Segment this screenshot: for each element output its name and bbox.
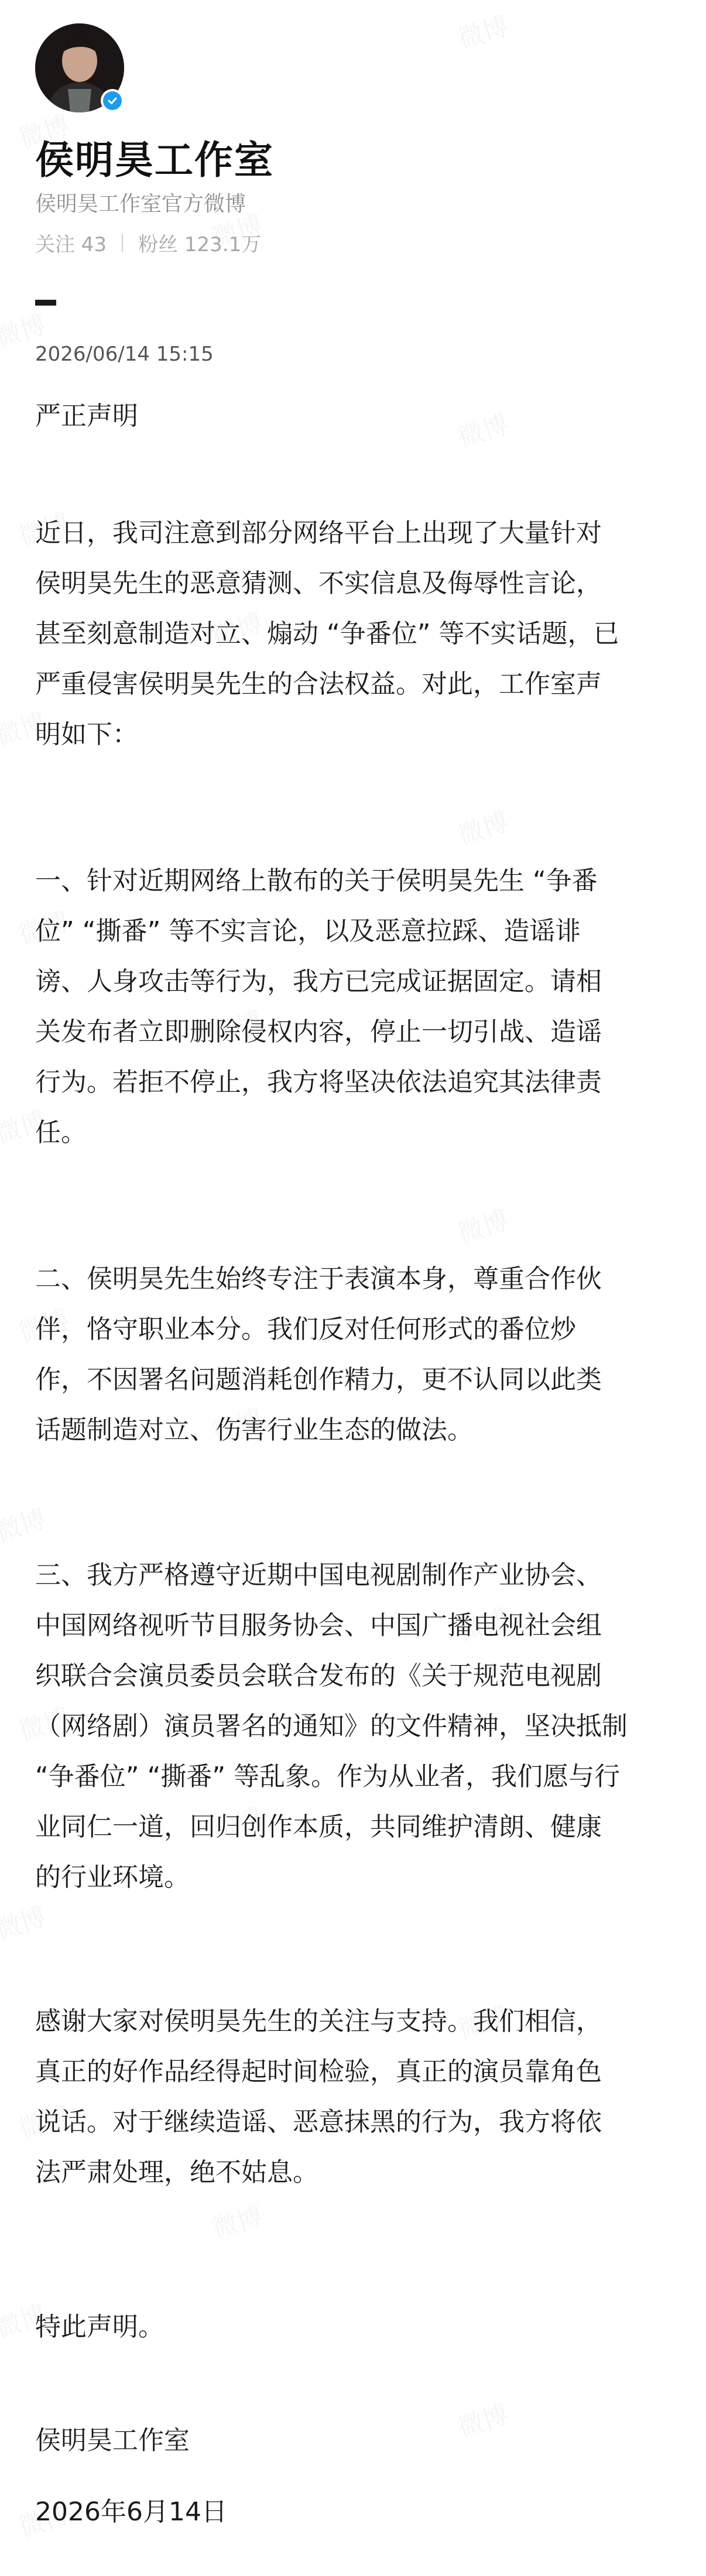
text-line: 谤、人身攻击等行为，我方已完成证据固定。请相 [35, 967, 602, 996]
text-line: 中国网络视听节目服务协会、中国广播电视社会组 [35, 1611, 602, 1640]
post-title [35, 391, 673, 441]
verified-badge [101, 89, 124, 112]
text-line: 一、针对近期网络上散布的关于侯明昊先生 “争番 [35, 866, 598, 896]
paragraph-point-3 [35, 1550, 673, 1903]
text-line: 真正的好作品经得起时间检验，真正的演员靠角色 [35, 2057, 602, 2087]
text-line: 的行业环境。 [35, 1862, 190, 1892]
text-line: 任。 [35, 1118, 87, 1147]
text-line: 三、我方严格遵守近期中国电视剧制作产业协会、 [35, 1560, 602, 1590]
watermark-text [452, 1199, 512, 1251]
text-line: 感谢大家对侯明昊先生的关注与支持。我们相信， [35, 2006, 602, 2036]
text-line: 伴，恪守职业本分。我们反对任何形式的番位炒 [35, 1314, 576, 1344]
paragraph-point-1 [35, 856, 673, 1158]
closing-text: 特此声明。 [35, 2312, 164, 2342]
text-line: “争番位” “撕番” 等乱象。作为从业者，我们愿与行 [35, 1762, 621, 1791]
following-count[interactable]: 关注 43 [35, 233, 107, 256]
followers-count[interactable]: 粉丝 123.1万 [138, 233, 262, 256]
text-line: 关发布者立即删除侵权内容，停止一切引战、造谣 [35, 1017, 602, 1047]
text-line: 话题制造对立、伤害行业生态的做法。 [35, 1415, 473, 1445]
watermark-text [0, 1896, 50, 1947]
paragraph-point-2 [35, 1254, 673, 1455]
signature-name: 侯明昊工作室 [35, 2426, 190, 2455]
text-line: 严重侵害侯明昊先生的合法权益。对此，工作室声 [35, 669, 602, 699]
paragraph-closing [35, 2302, 673, 2352]
profile-stats [35, 228, 261, 257]
text-line: 近日，我司注意到部分网络平台上出现了大量针对 [35, 518, 602, 548]
divider-dash [35, 300, 56, 306]
text-line: 作，不因署名问题消耗创作精力，更不认同以此类 [35, 1365, 602, 1395]
watermark-text [206, 2194, 266, 2246]
text-line: 侯明昊先生的恶意猜测、不实信息及侮辱性言论， [35, 568, 602, 598]
stats-divider [122, 234, 123, 252]
paragraph-thanks [35, 1996, 673, 2198]
text-line: 二、侯明昊先生始终专注于表演本身，尊重合作伙 [35, 1264, 602, 1294]
text-line: 明如下： [35, 720, 138, 749]
post-title-text: 严正声明 [35, 401, 138, 431]
text-line: 业同仁一道，回归创作本质，共同维护清朗、健康 [35, 1812, 602, 1842]
text-line: （网络剧）演员署名的通知》的文件精神，坚决抵制 [35, 1711, 628, 1741]
text-line: 说话。对于继续造谣、恶意抹黑的行为，我方将依 [35, 2107, 602, 2137]
signature-date: 2026年6月14日 [35, 2497, 227, 2527]
text-line: 法严肃处理，绝不姑息。 [35, 2157, 318, 2187]
watermark-text [452, 5, 512, 56]
watermark-text [0, 1498, 50, 1549]
profile-name[interactable]: 侯明昊工作室 [35, 138, 274, 183]
paragraph-intro [35, 508, 673, 760]
verified-badge-icon [103, 91, 122, 110]
text-line: 织联合会演员委员会联合发布的《关于规范电视剧 [35, 1661, 602, 1691]
text-line: 甚至刻意制造对立、煽动 “争番位” 等不实话题，已 [35, 619, 619, 649]
text-line: 位” “撕番” 等不实言论，以及恶意拉踩、造谣诽 [35, 916, 581, 946]
watermark-text [452, 801, 512, 852]
post-timestamp: 2026/06/14 15:15 [35, 342, 214, 366]
text-line: 行为。若拒不停止，我方将坚决依法追究其法律责 [35, 1067, 602, 1097]
profile-description: 侯明昊工作室官方微博 [35, 192, 246, 216]
watermark-text [452, 2393, 512, 2445]
